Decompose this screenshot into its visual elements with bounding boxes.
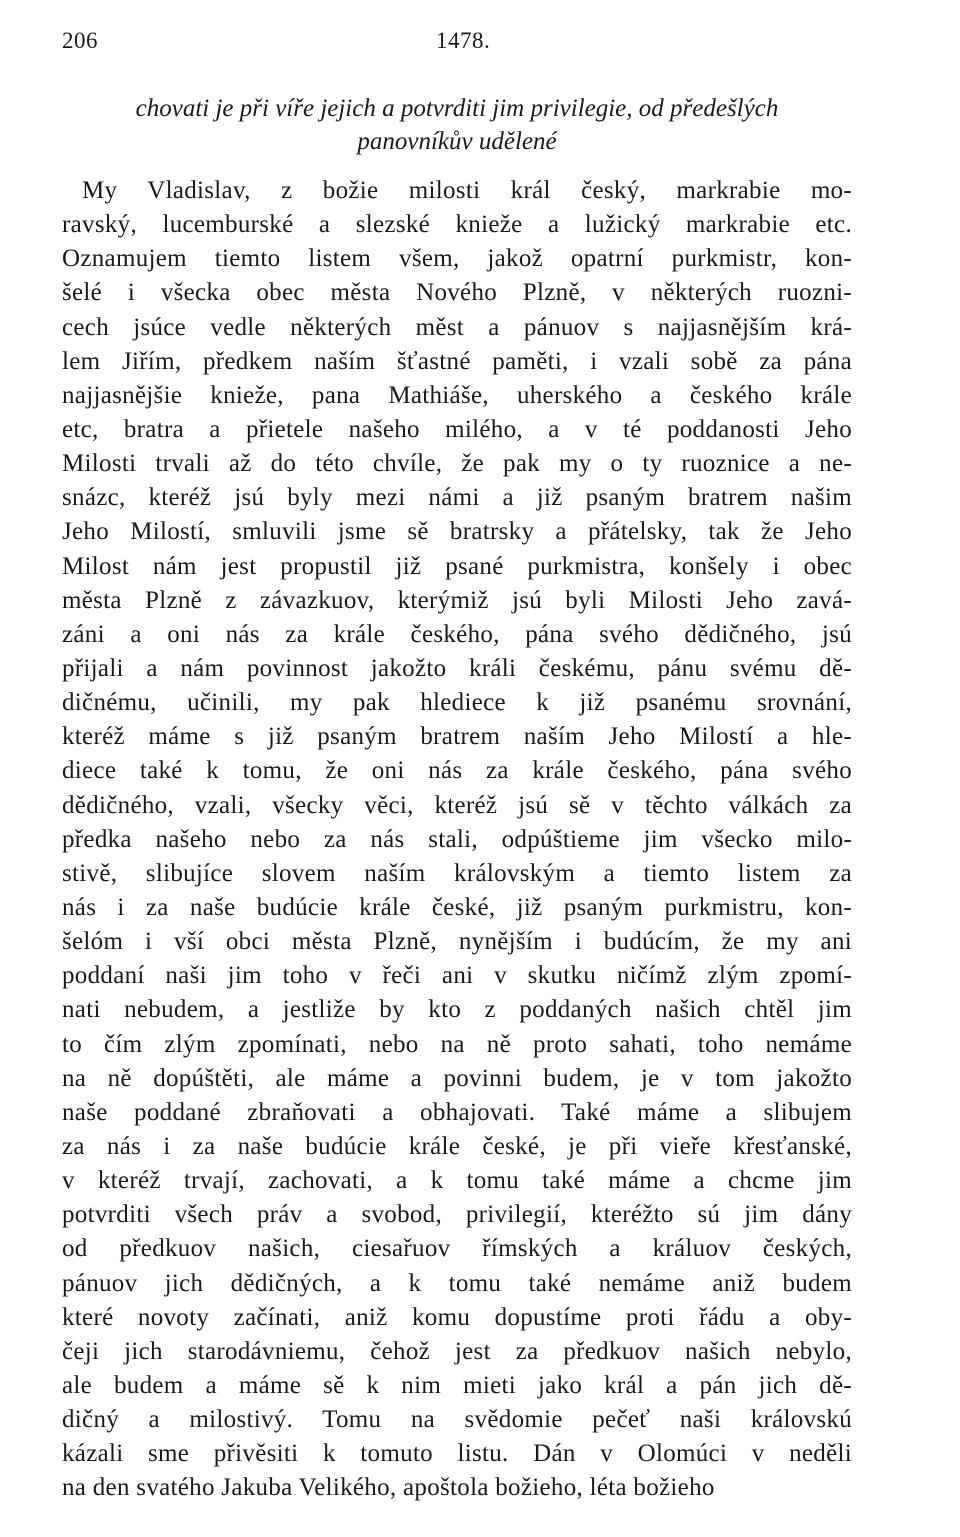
body-line: potvrditi všech práv a svobod, privilegií, kteréžto sú jim dány	[62, 1201, 852, 1229]
body-line: lem Jiřím, předkem naším šťastné paměti, i vzali sobě za pána	[62, 347, 852, 375]
heading-line: panovníkův udělené	[357, 128, 557, 155]
body-line: Jeho Milostí, smluvili jsme sě bratrsky a přátelsky, tak že Jeho	[62, 518, 852, 546]
body-line: předka našeho nebo za nás stali, odpúštieme jim všecko milo-	[62, 825, 852, 853]
body-line: nás i za naše budúcie krále české, již psaným purkmistru, kon-	[62, 893, 852, 921]
body-line: města Plzně z závazkuov, kterýmiž jsú byli Milosti Jeho zavá-	[62, 586, 852, 614]
body-line: naše poddané zbraňovati a obhajovati. Také máme a slibujem	[62, 1098, 852, 1126]
body-line: ravský, lucemburské a slezské knieže a lužický markrabie etc.	[62, 211, 852, 239]
body-line: dičný a milostivý. Tomu na svědomie pečeť naši královskú	[62, 1406, 852, 1434]
body-line: na den svatého Jakuba Velikého, apoštola božieho, léta božieho	[62, 1474, 715, 1502]
body-line: nati nebudem, a jestliže by kto z poddaných našich chtěl jim	[62, 996, 852, 1024]
body-line: v kteréž trvají, zachovati, a k tomu také máme a chcme jim	[62, 1167, 852, 1195]
body-line: snázc, kteréž jsú byly mezi námi a již psaným bratrem našim	[62, 484, 852, 512]
body-line: na ně dopúštěti, ale máme a povinni budem, je v tom jakožto	[62, 1064, 852, 1092]
body-line: čeji jich starodávniemu, čehož jest za předkuov našich nebylo,	[62, 1337, 852, 1365]
body-line: ale budem a máme sě k nim mieti jako král a pán jich dě-	[62, 1371, 852, 1399]
body-line: kázali sme přivěsiti k tomuto listu. Dán v Olomúci v neděli	[62, 1440, 852, 1468]
body-line: to čím zlým zpomínati, nebo na ně proto sahati, toho nemáme	[62, 1030, 852, 1058]
body-line: stivě, slibujíce slovem naším královským a tiemto listem za	[62, 859, 852, 887]
body-line: cech jsúce vedle některých měst a pánuov s najjasnějším krá-	[62, 313, 852, 341]
body-line: pánuov jich dědičných, a k tomu také nemáme aniž budem	[62, 1269, 852, 1297]
page-year-heading: 1478.	[436, 28, 491, 53]
body-line: záni a oni nás za krále českého, pána svého dědičného, jsú	[62, 620, 852, 648]
body-line: najjasnějšie knieže, pana Mathiáše, uherského a českého krále	[62, 381, 852, 409]
body-line: My Vladislav, z božie milosti král český, markrabie mo-	[82, 177, 852, 204]
page-header	[62, 28, 852, 64]
document-heading	[62, 92, 852, 158]
body-line: kteréž máme s již psaným bratrem naším Jeho Milostí a hle-	[62, 723, 852, 751]
body-line: které novoty začínati, aniž komu dopustíme proti řádu a oby-	[62, 1303, 852, 1331]
body-line: Oznamujem tiemto listem všem, jakož opatrní purkmistr, kon-	[62, 245, 852, 273]
body-line: šelóm i vší obci města Plzně, nynějším i budúcím, že my ani	[62, 928, 852, 956]
body-line: etc, bratra a přietele našeho milého, a v té poddanosti Jeho	[62, 415, 852, 443]
body-line: za nás i za naše budúcie krále české, je při vieře křesťanské,	[62, 1132, 852, 1160]
body-line: přijali a nám povinnost jakožto králi českému, pánu svému dě-	[62, 654, 852, 682]
body-line: diece také k tomu, že oni nás za krále českého, pána svého	[62, 757, 852, 785]
body-line: šelé i všecka obec města Nového Plzně, v některých ruozni-	[62, 279, 852, 307]
body-line: od předkuov našich, ciesařuov římských a králuov českých,	[62, 1235, 852, 1263]
heading-line: chovati je při víře jejich a potvrditi jim privilegie, od předešlých	[135, 95, 779, 122]
body-line: dědičného, vzali, všecky věci, kteréž jsú sě v těchto válkách za	[62, 791, 852, 819]
page-number: 206	[62, 28, 98, 53]
body-line: Milosti trvali až do této chvíle, že pak my o ty ruoznice a ne-	[62, 450, 852, 478]
body-line: dičnému, učinili, my pak hlediece k již psanému srovnání,	[62, 689, 852, 717]
body-line: poddaní naši jim toho v řeči ani v skutku ničímž zlým zpomí-	[62, 962, 852, 990]
body-line: Milost nám jest propustil již psané purkmistra, konšely i obec	[62, 552, 852, 580]
document-body	[62, 174, 852, 1505]
